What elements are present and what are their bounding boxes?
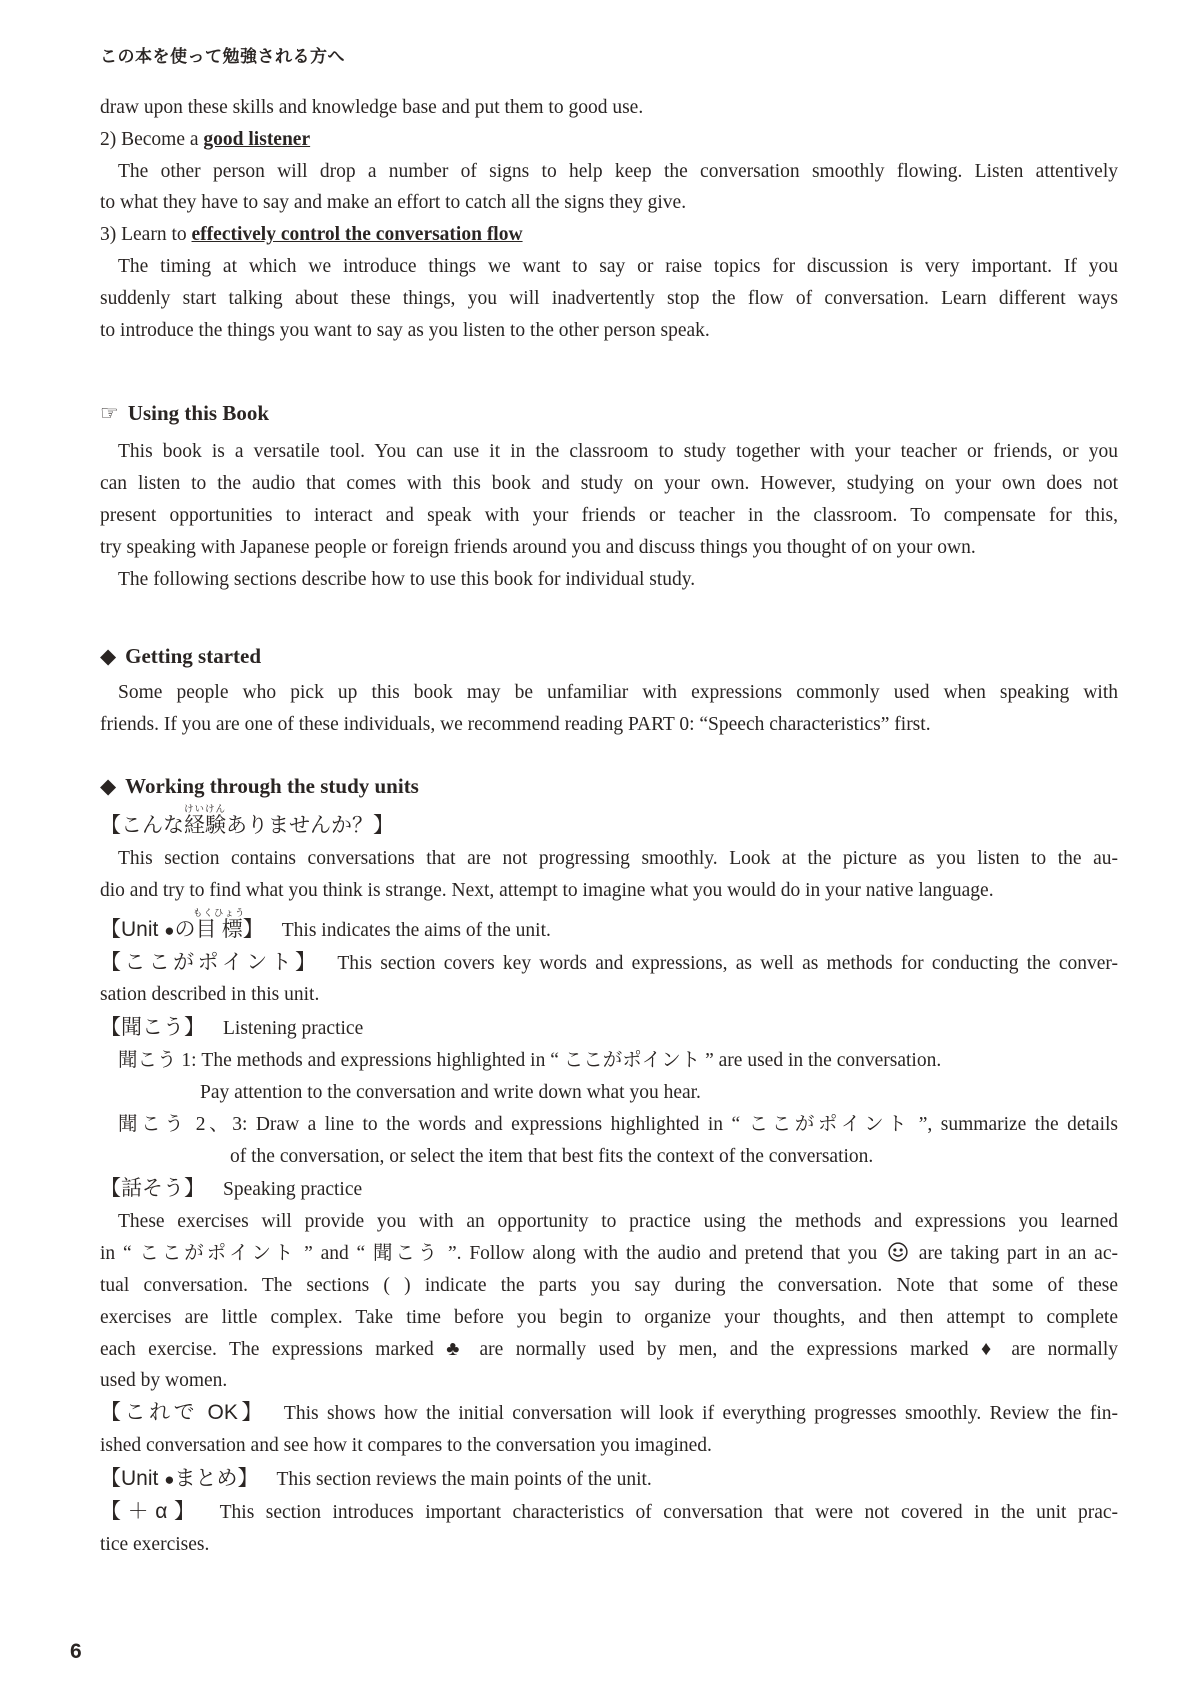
paragraph-line: tual conversation. The sections ( ) indicate the parts you say during the conversation. Note that some of these [100, 1274, 1118, 1296]
diamond-suit-icon: ♦ [981, 1337, 999, 1360]
section-title: Working through the study units [125, 773, 419, 798]
listening-item-1 [100, 1045, 1118, 1077]
paragraph-line: can listen to the audio that comes with this book and study on your own. However, studying on your own does not [100, 473, 1118, 495]
jp-inline-label: 聞こう [118, 1112, 188, 1135]
label-open: 【Unit [100, 1466, 165, 1490]
label-mid: の [174, 917, 196, 941]
line-text: are normally [998, 1338, 1118, 1360]
paragraph-line: This section contains conversations that are not progressing smoothly. Look at the picture as you listen to the au- [118, 847, 1118, 869]
jp-inline-label: 聞こう [118, 1049, 177, 1072]
paragraph-line: friends. If you are one of these individuals, we recommend reading PART 0: “Speech characteristics” first. [100, 714, 931, 736]
numbered-item [100, 219, 1118, 251]
jp-section-label-koko [100, 947, 1118, 980]
item-prefix: 2) Become a [100, 128, 204, 150]
paragraph-line: suddenly start talking about these things, you will inadvertently stop the flow of conversation. Learn different ways [100, 287, 1118, 309]
paragraph-line: try speaking with Japanese people or foreign friends around you and discuss things you thought of on your own. [100, 536, 976, 558]
jp-section-label-unit-goal [100, 907, 1118, 947]
line-text: in “ ここがポイント ” and “ 聞こう ”. Follow along with the audio and pretend that you [100, 1243, 885, 1265]
line-text: each exercise. The expressions marked [100, 1338, 447, 1360]
furigana-keiken [184, 803, 227, 837]
label-description: Speaking practice [223, 1179, 363, 1201]
section-heading-study-units [100, 771, 1118, 801]
label-description: Listening practice [223, 1018, 364, 1040]
jp-label-text [100, 907, 264, 941]
paragraph-line: used by women. [100, 1370, 228, 1392]
section-heading-using-this-book [100, 398, 1118, 428]
line-text: are taking part in an ac- [910, 1243, 1118, 1265]
page-number: 6 [70, 1640, 82, 1663]
label-close: まとめ】 [174, 1466, 259, 1490]
paragraph-line: exercises are little complex. Take time before you begin to organize your thoughts, and then attempt to complete [100, 1306, 1118, 1328]
paragraph-line: to introduce the things you want to say as you listen to the other person speak. [100, 319, 710, 341]
label-description: This section introduces important characteristics of conversation that were not covered in the unit prac- [219, 1501, 1119, 1523]
listening-item-2-3 [100, 1109, 1118, 1141]
paragraph-line [100, 1334, 1118, 1366]
label-description: This section covers key words and expressions, as well as methods for conducting the conver- [337, 952, 1118, 974]
club-suit-icon: ♣ [446, 1337, 467, 1360]
paragraph-line: ished conversation and see how it compares to the conversation you imagined. [100, 1434, 712, 1456]
furigana-mokuhyou [192, 907, 246, 941]
label-description: This section reviews the main points of the unit. [276, 1468, 652, 1490]
item-text: 1: The methods and expressions highlighted in “ ここがポイント ” are used in the conversation. [176, 1050, 942, 1072]
section-heading-getting-started [100, 641, 1118, 671]
numbered-item [100, 124, 1118, 156]
paragraph-line: These exercises will provide you with an opportunity to practice using the methods and expressions you learned [118, 1211, 1118, 1233]
jp-label-text: 【聞こう】 [100, 1016, 205, 1040]
jp-label-text: 【話そう】 [100, 1177, 205, 1201]
ruby-text: もくひょう [192, 907, 246, 919]
paragraph-line: This book is a versatile tool. You can use it in the classroom to study together with your teacher or friends, or you [118, 441, 1118, 463]
paragraph-line: draw upon these skills and knowledge base and put them to good use. [100, 97, 644, 118]
jp-label-text [100, 803, 395, 837]
item-keyphrase: good listener [203, 128, 311, 150]
line-text: are normally used by men, and the expressions marked [466, 1338, 982, 1360]
ruby-text: けいけん [184, 803, 227, 815]
jp-section-label-plus-alpha [100, 1496, 1118, 1529]
diamond-bullet-icon: ◆ [100, 773, 117, 798]
smiley-face-icon [887, 1241, 909, 1263]
paragraph-line: The following sections describe how to use this book for individual study. [118, 568, 696, 590]
jp-section-label-matome [100, 1462, 1118, 1496]
label-description: This indicates the aims of the unit. [281, 919, 551, 941]
listening-item-1-continuation: Pay attention to the conversation and write down what you hear. [200, 1081, 701, 1103]
jp-section-label-konna [100, 803, 1118, 843]
paragraph-line: dio and try to find what you think is strange. Next, attempt to imagine what you would do in your native language. [100, 879, 994, 901]
section-title: Getting started [125, 644, 262, 669]
jp-label-text: 【これで OK】 [100, 1401, 266, 1425]
jp-label-text: 【＋α】 [100, 1499, 202, 1523]
jp-section-label-kikou [100, 1011, 1118, 1045]
label-close: ありませんか？】 [226, 813, 395, 837]
paragraph-line: to what they have to say and make an effort to catch all the signs they give. [100, 192, 687, 214]
label-open: 【Unit [100, 917, 165, 941]
paragraph-line: sation described in this unit. [100, 984, 320, 1006]
paragraph-line: The other person will drop a number of signs to help keep the conversation smoothly flowing. Listen attentively [118, 160, 1118, 182]
pointing-hand-icon: ☞ [100, 401, 119, 426]
paragraph-line: The timing at which we introduce things we want to say or raise topics for discussion is very important. If you [118, 255, 1118, 277]
item-text: 2、3: Draw a line to the words and expressions highlighted in “ ここがポイント ”, summarize the details [187, 1113, 1118, 1135]
item-prefix: 3) Learn to [100, 224, 192, 246]
ruby-base: 経験 [184, 813, 227, 837]
unit-circle-icon: ● [164, 1469, 175, 1489]
ruby-base: 目標 [192, 917, 246, 941]
label-description: This shows how the initial conversation will look if everything progresses smoothly. Review the fin- [283, 1403, 1118, 1425]
jp-section-label-hanasou [100, 1172, 1118, 1206]
diamond-bullet-icon: ◆ [100, 644, 117, 669]
paragraph-line: Some people who pick up this book may be unfamiliar with expressions commonly used when speaking with [118, 682, 1118, 704]
section-title: Using this Book [127, 401, 270, 426]
paragraph-line [100, 1238, 1118, 1270]
item-keyphrase: effectively control the conversation flow [191, 224, 523, 246]
jp-label-text [100, 1467, 258, 1490]
paragraph-line: tice exercises. [100, 1533, 210, 1555]
jp-label-text: 【ここがポイント】 [100, 950, 320, 974]
page-content [100, 46, 1118, 1560]
jp-section-label-koredeok [100, 1397, 1118, 1430]
label-close: 】 [242, 917, 264, 941]
unit-circle-icon: ● [164, 920, 175, 940]
paragraph-line: present opportunities to interact and speak with your friends or teacher in the classroom. To compensate for this, [100, 504, 1118, 526]
listening-item-2-3-continuation: of the conversation, or select the item that best fits the context of the conversation. [230, 1145, 874, 1167]
running-head: この本を使って勉強される方へ [100, 47, 345, 66]
label-open: 【こんな [100, 813, 184, 837]
